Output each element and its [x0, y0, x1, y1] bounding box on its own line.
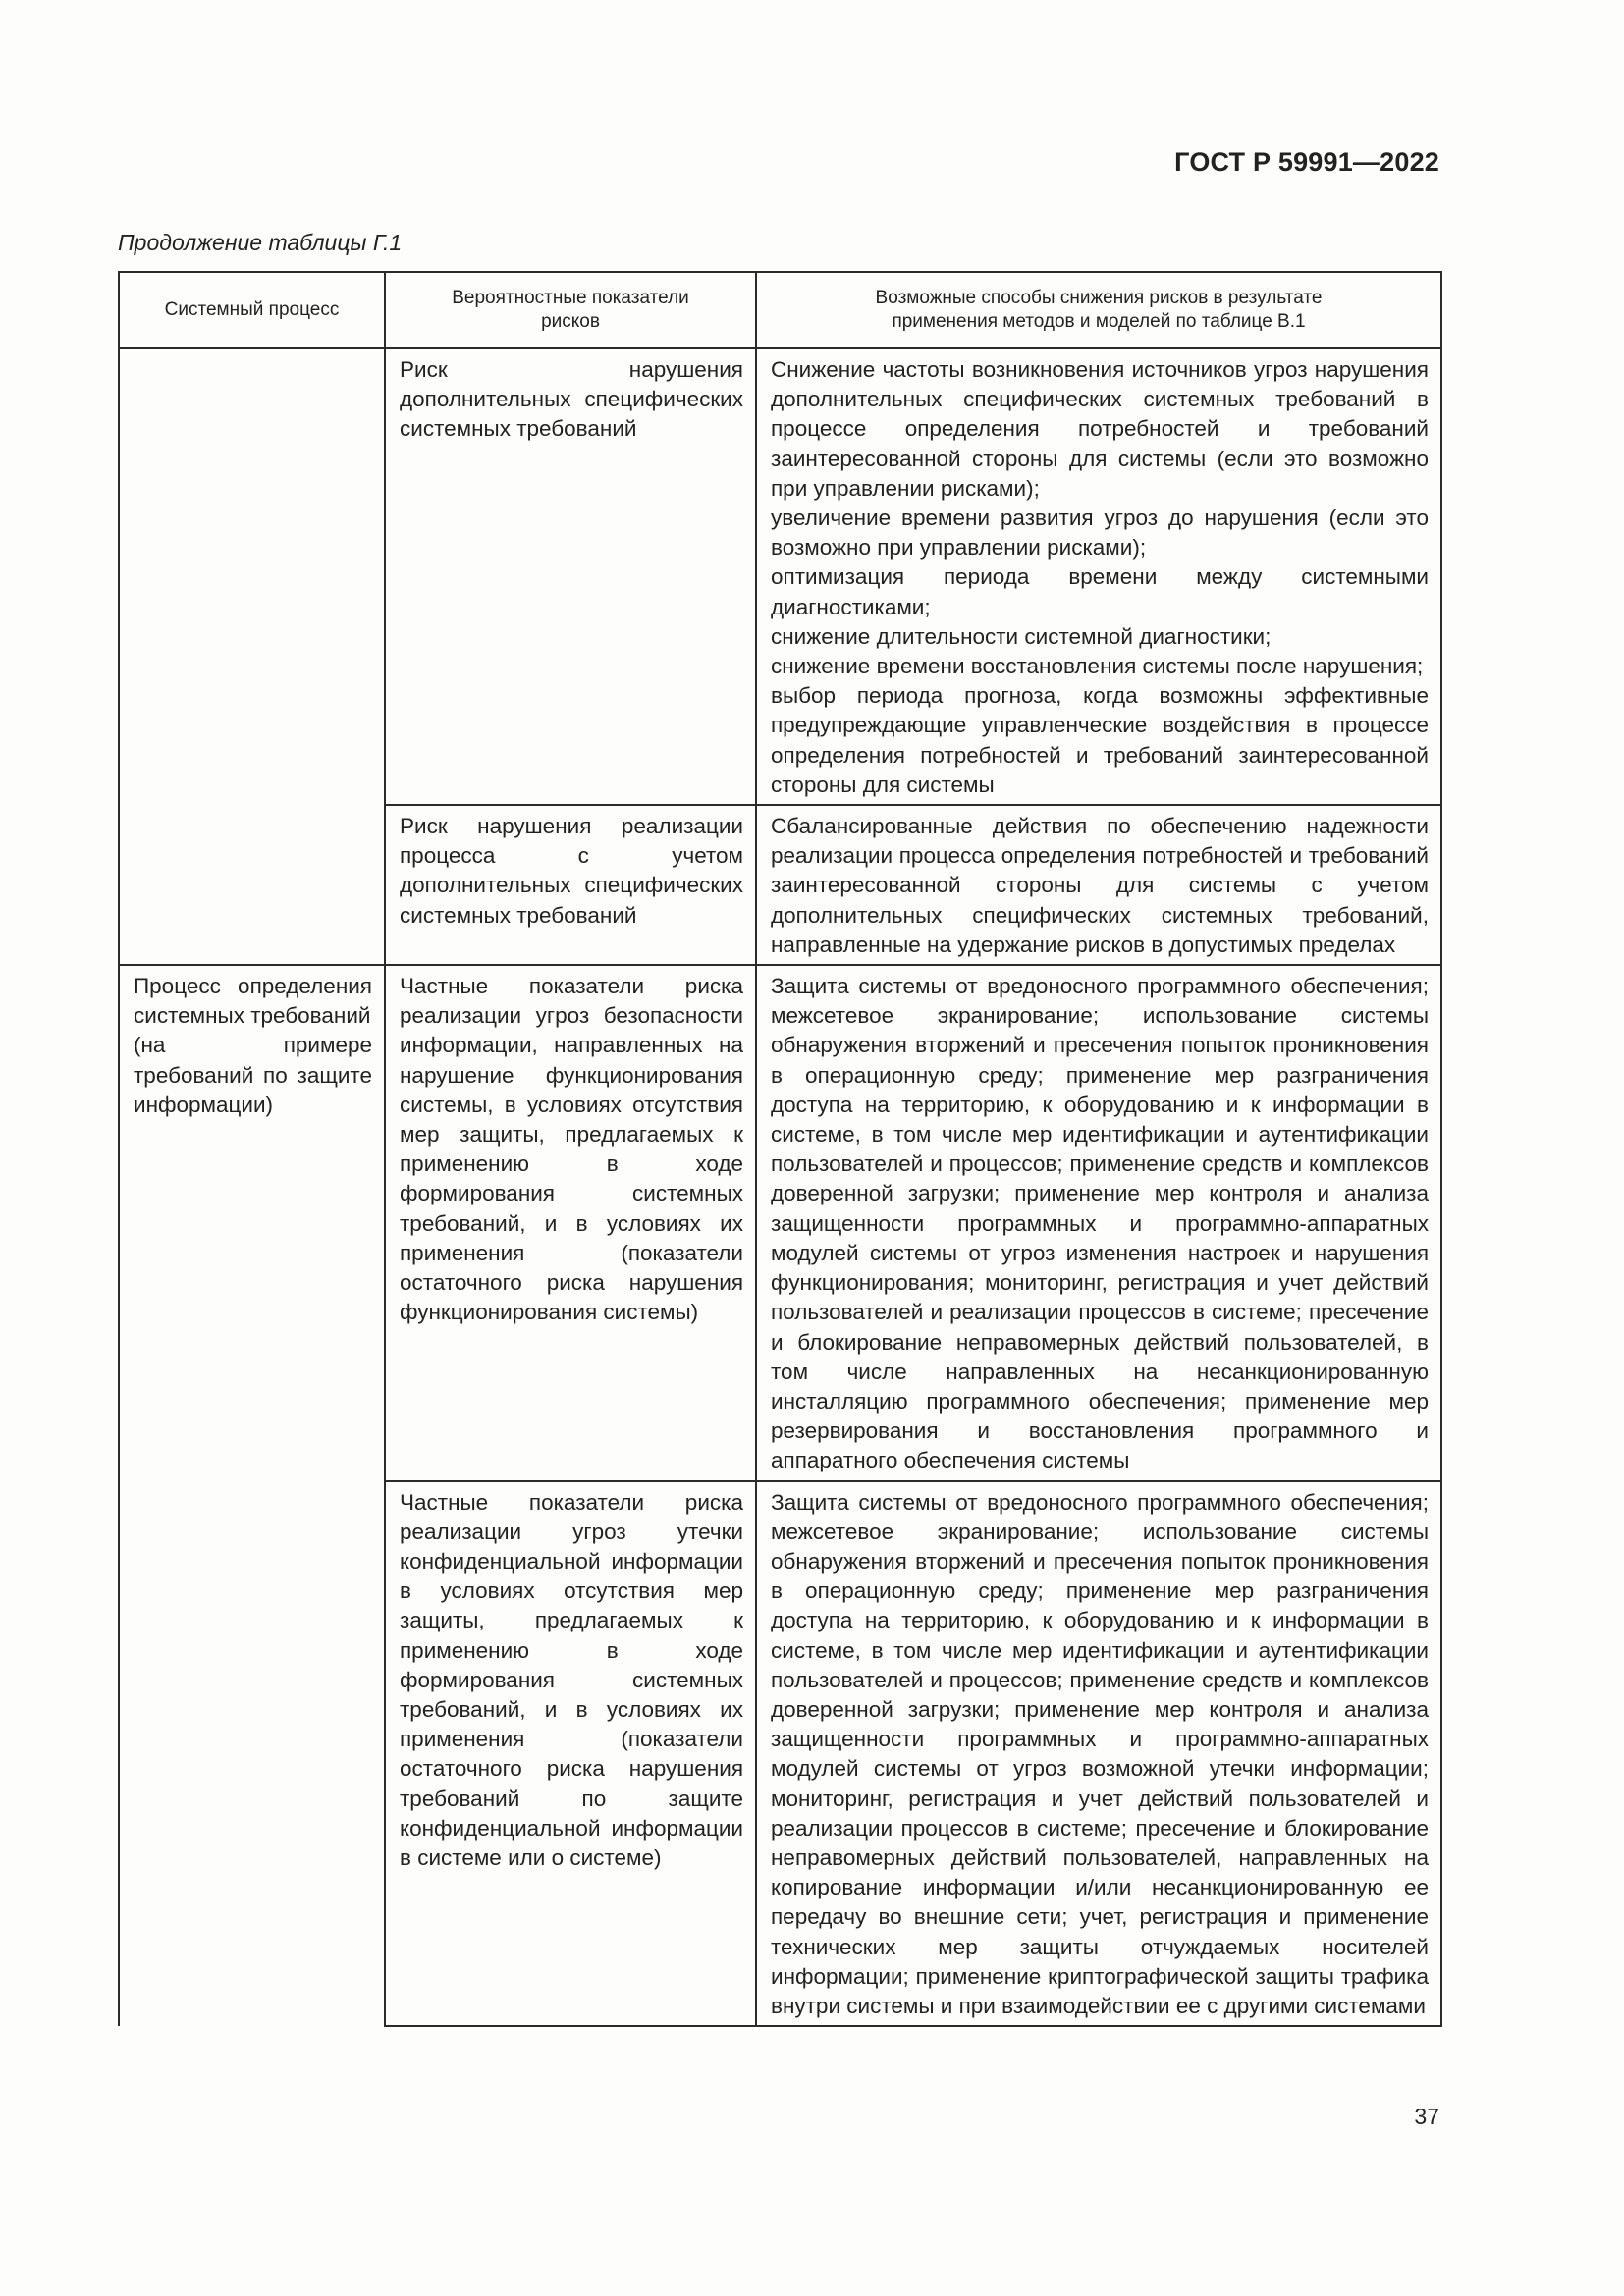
table-row: [119, 348, 1441, 805]
table-continuation-caption: Продолжение таблицы Г.1: [118, 230, 403, 255]
indicator-cell: Риск нарушения реализации процесса с учетом дополнительных специфических системных требований: [385, 805, 756, 965]
methods-cell: Сбалансированные действия по обеспечению надежности реализации процесса определения потребностей и требований заинтересованной стороны для системы с учетом дополнительных специфических системных требований, направленные на удержание рисков в допустимых пределах: [756, 805, 1441, 965]
column-header-indicators: Вероятностные показатели рисков: [385, 272, 756, 348]
indicator-cell: Частные показатели риска реализации угроз утечки конфиденциальной информации в условиях отсутствия мер защиты, предлагаемых к применению в ходе формирования системных требований, и в условиях их применения (показатели остаточного риска нарушения требований по защите конфиденциальной информации в системе или о системе): [385, 1481, 756, 2027]
page-number: 37: [1414, 2104, 1439, 2129]
risk-table: [118, 271, 1442, 2027]
process-cell: [119, 348, 385, 965]
methods-cell: Снижение частоты возникновения источников угроз нарушения дополнительных специфических системных требований в процессе определения потребностей и требований заинтересованной стороны для системы (если это возможно при управлении рисками); увеличение времени развития угроз до нарушения (если это возможно при управлении рисками); оптимизация периода времени между системными диагностиками; снижение длительности системной диагностики; снижение времени восстановления системы после нарушения; выбор периода прогноза, когда возможны эффективные предупреждающие управленческие воздействия в процессе определения потребностей и требований заинтересованной стороны для системы: [756, 348, 1441, 805]
table-header-row: [119, 272, 1441, 348]
column-header-process: Системный процесс: [119, 272, 385, 348]
table-row: [119, 965, 1441, 1480]
methods-cell: Защита системы от вредоносного программного обеспечения; межсетевое экранирование; использование системы обнаружения вторжений и пресечения попыток проникновения в операционную среду; применение мер разграничения доступа на территорию, к оборудованию и к информации в системе, в том числе мер идентификации и аутентификации пользователей и процессов; применение средств и комплексов доверенной загрузки; применение мер контроля и анализа защищенности программных и программно-аппаратных модулей системы от угроз возможной утечки информации; мониторинг, регистрация и учет действий пользователей и реализации процессов в системе; пресечение и блокирование неправомерных действий пользователей, направленных на копирование информации и/или несанкционированную ее передачу во внешние сети; учет, регистрация и применение технических мер защиты отчуждаемых носителей информации; применение криптографической защиты трафика внутри системы и при взаимодействии ее с другими системами: [756, 1481, 1441, 2027]
methods-cell: Защита системы от вредоносного программного обеспечения; межсетевое экранирование; использование системы обнаружения вторжений и пресечения попыток проникновения в операционную среду; применение мер разграничения доступа на территорию, к оборудованию и к информации в системе, в том числе мер идентификации и аутентификации пользователей и процессов; применение средств и комплексов доверенной загрузки; применение мер контроля и анализа защищенности программных и программно-аппаратных модулей системы от угроз изменения настроек и нарушения функционирования; мониторинг, регистрация и учет действий пользователей и реализации процессов в системе; пресечение и блокирование неправомерных действий пользователей, в том числе направленных на несанкционированную инсталляцию программного обеспечения; применение мер резервирования и восстановления программного и аппаратного обеспечения системы: [756, 965, 1441, 1480]
indicator-cell: Частные показатели риска реализации угроз безопасности информации, направленных на нарушение функционирования системы, в условиях отсутствия мер защиты, предлагаемых к применению в ходе формирования системных требований, и в условиях их применения (показатели остаточного риска нарушения функционирования системы): [385, 965, 756, 1480]
document-standard-header: ГОСТ Р 59991—2022: [1174, 147, 1439, 177]
column-header-methods: Возможные способы снижения рисков в результате применения методов и моделей по таблице В.1: [756, 272, 1441, 348]
process-cell: Процесс определения системных требований (на примере требований по защите информации): [119, 965, 385, 2026]
indicator-cell: Риск нарушения дополнительных специфических системных требований: [385, 348, 756, 805]
